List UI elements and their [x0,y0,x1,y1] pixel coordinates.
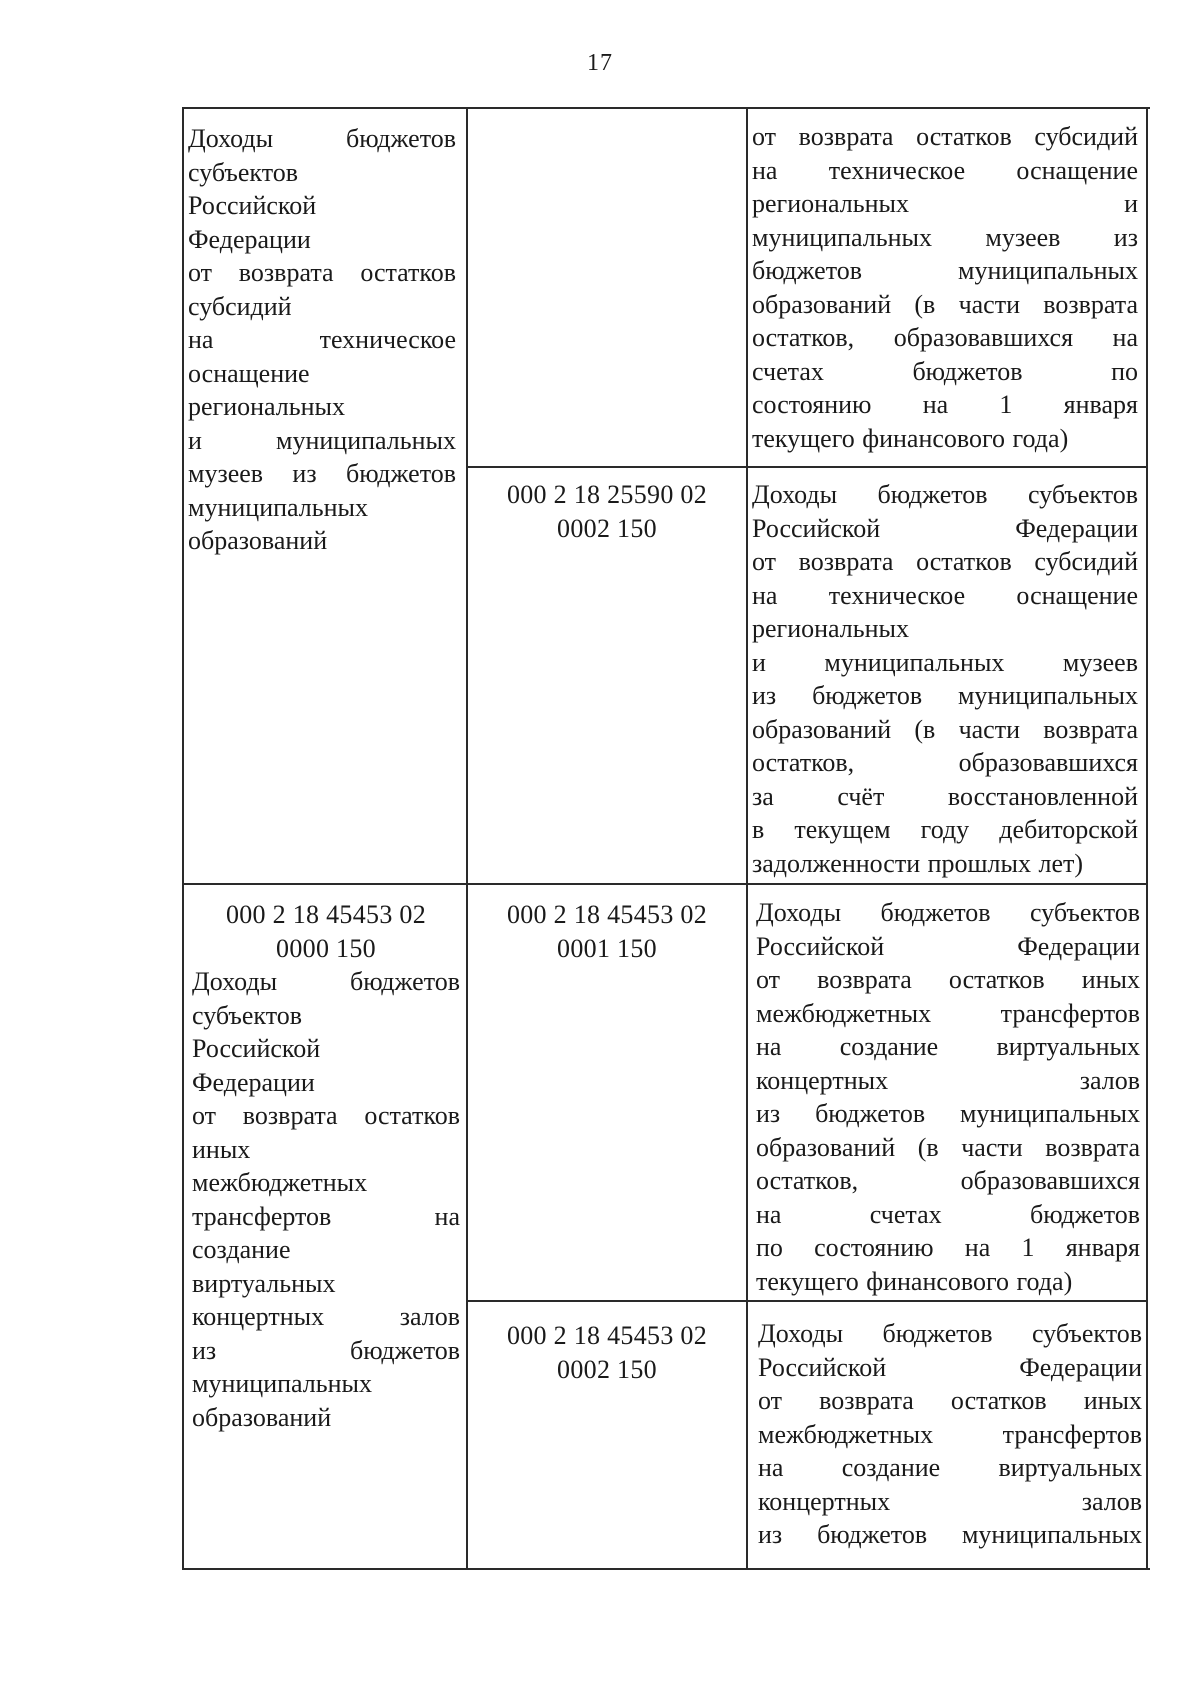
row-divider-2 [182,883,1146,885]
cell-line: трансфертов на [192,1201,460,1231]
cell-line: из бюджетов [192,1335,460,1365]
table-cell-description-row2a [756,896,1140,1298]
cell-line: региональных и [752,189,1138,218]
cell-line: муниципальных музеев из [752,222,1138,252]
cell-line: от возврата остатков иных [758,1386,1142,1415]
cell-line: Доходы бюджетов [188,124,456,153]
code-line: 0002 150 [557,1354,657,1384]
cell-line: задолженности прошлых лет) [752,848,1084,878]
cell-line: Доходы бюджетов [192,967,460,996]
cell-line: Российской Федерации [752,513,1138,543]
table-cell-code-row2a [470,898,744,965]
cell-line: от возврата остатков субсидий [752,122,1138,151]
cell-line: за счёт восстановленной [752,781,1138,811]
cell-line: состоянию на 1 января [752,390,1138,419]
cell-line: от возврата остатков субсидий [752,547,1138,576]
table-cell-code-row1b [470,478,744,545]
cell-line: на техническое оснащение [752,580,1138,610]
code-line: 0001 150 [557,933,657,963]
table-cell-description-row1a [752,120,1138,455]
cell-line: Доходы бюджетов субъектов [758,1319,1142,1348]
cell-line: субсидий [188,291,292,321]
table-bottom-border [182,1568,1150,1570]
cell-line: межбюджетных [192,1168,368,1197]
cell-line: субъектов [192,1000,303,1030]
table-cell-description-row1b [752,478,1138,880]
code-line: 000 2 18 45453 02 [506,1321,708,1350]
cell-line: муниципальных [188,492,369,522]
cell-line: от возврата остатков иных [756,965,1140,994]
cell-line: Российской Федерации [758,1352,1142,1382]
table-cell-description-row2b [758,1317,1142,1552]
code-line: 000 2 18 45453 02 [225,900,427,929]
cell-line: и муниципальных музеев [752,647,1138,677]
cell-line: муниципальных [192,1369,373,1398]
cell-line: бюджетов муниципальных [752,256,1138,285]
cell-line: образований [192,1402,332,1432]
table-cell-code-row2-main [188,898,464,965]
cell-line: Доходы бюджетов субъектов [752,480,1138,509]
cell-line: образований (в части возврата [752,714,1138,744]
cell-line: виртуальных [192,1268,336,1298]
cell-line: иных [192,1134,251,1164]
cell-line: остатков, образовавшихся [752,748,1138,777]
cell-line: на счетах бюджетов [756,1199,1140,1229]
cell-line: из бюджетов муниципальных [758,1520,1142,1549]
cell-line: межбюджетных трансфертов [758,1419,1142,1449]
column-border-1 [466,107,468,1570]
table-cell-description-row1 [188,122,456,558]
column-border-2 [746,107,748,1570]
cell-line: на техническое оснащение [752,155,1138,185]
cell-line: Российской Федерации [756,931,1140,961]
cell-line: концертных залов [758,1486,1142,1516]
table-top-border [182,107,1150,109]
cell-line: региональных [752,614,910,643]
table-cell-code-row2b [470,1319,744,1386]
cell-line: Федерации [192,1067,315,1097]
cell-line: межбюджетных трансфертов [756,998,1140,1028]
cell-line: на техническое [188,325,456,354]
cell-line: остатков, образовавшихся [756,1166,1140,1195]
cell-line: образований (в части возврата [756,1132,1140,1162]
cell-line: текущего финансового года) [756,1266,1073,1296]
cell-line: оснащение [188,358,310,388]
cell-line: текущего финансового года) [752,423,1069,453]
cell-line: счетах бюджетов по [752,356,1138,386]
cell-line: и муниципальных [188,425,456,455]
column-border-left [182,107,184,1570]
code-line: 000 2 18 45453 02 [506,900,708,929]
cell-line: создание [192,1235,291,1264]
cell-line: от возврата остатков [192,1101,460,1130]
row-divider-1a [466,466,1146,468]
cell-line: субъектов [188,157,299,187]
code-line: 0002 150 [557,513,657,543]
code-line: 000 2 18 25590 02 [506,480,708,509]
cell-line: из бюджетов муниципальных [756,1099,1140,1128]
row-divider-2b [466,1300,1146,1302]
cell-line: остатков, образовавшихся на [752,323,1138,352]
cell-line: по состоянию на 1 января [756,1233,1140,1262]
cell-line: концертных залов [192,1302,460,1331]
cell-line: образований (в части возврата [752,289,1138,319]
cell-line: в текущем году дебиторской [752,815,1138,844]
cell-line: Российской [188,191,317,220]
table-cell-description-row2 [192,965,460,1434]
cell-line: музеев из бюджетов [188,459,456,488]
cell-line: концертных залов [756,1065,1140,1095]
column-border-right [1146,107,1148,1570]
cell-line: на создание виртуальных [756,1032,1140,1061]
cell-line: от возврата остатков [188,258,456,287]
page-number: 17 [587,50,613,76]
cell-line: из бюджетов муниципальных [752,681,1138,710]
code-line: 0000 150 [276,933,376,963]
cell-line: образований [188,526,328,555]
cell-line: региональных [188,392,346,421]
cell-line: на создание виртуальных [758,1453,1142,1482]
cell-line: Российской [192,1034,321,1063]
cell-line: Доходы бюджетов субъектов [756,898,1140,927]
cell-line: Федерации [188,224,311,254]
